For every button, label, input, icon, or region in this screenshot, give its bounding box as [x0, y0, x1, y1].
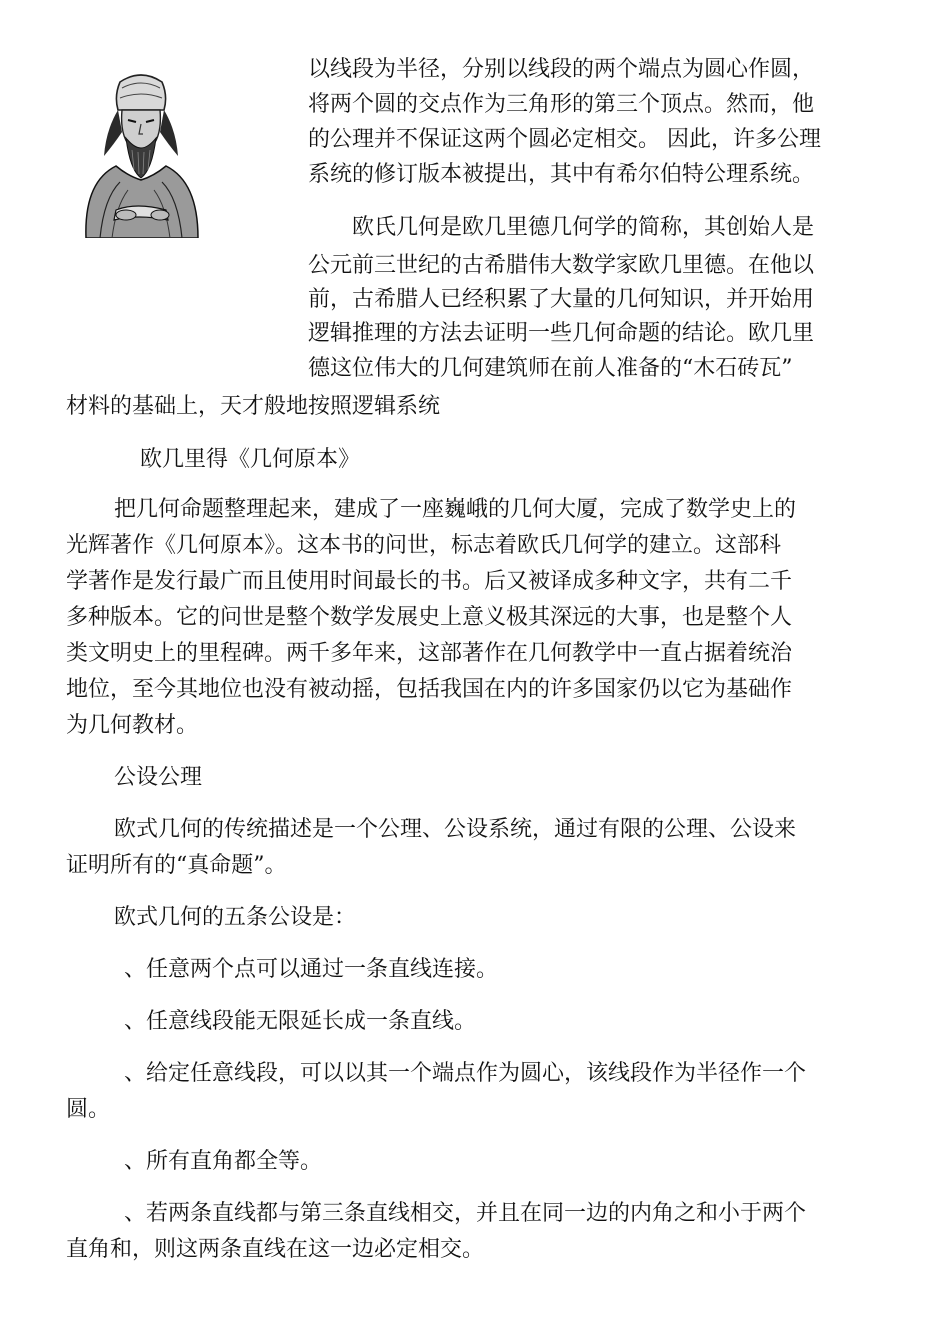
text-line: 光辉著作《几何原本》。这本书的问世，标志着欧氏几何学的建立。这部科: [66, 533, 782, 558]
image-caption: 欧几里得《几何原本》: [140, 447, 361, 472]
text-line: 为几何教材。: [66, 713, 199, 738]
text-line: 地位，至今其地位也没有被动摇，包括我国在内的许多国家仍以它为基础作: [66, 677, 793, 702]
text-line: 学著作是发行最广而且使用时间最长的书。后又被译成多种文字，共有二千: [66, 569, 793, 594]
postulate-item: 、所有直角都全等。: [124, 1149, 323, 1174]
text-line: 德这位伟大的几何建筑师在前人准备的“木石砖瓦”: [308, 356, 793, 381]
section-heading: 公设公理: [114, 765, 203, 790]
text-line: 系统的修订版本被提出，其中有希尔伯特公理系统。: [308, 162, 815, 187]
text-line: 公元前三世纪的古希腊伟大数学家欧几里德。在他以: [308, 253, 815, 278]
text-line: 证明所有的“真命题”。: [66, 853, 287, 878]
postulate-item: 、若两条直线都与第三条直线相交，并且在同一边的内角之和小于两个: [124, 1201, 807, 1226]
text-line: 以线段为半径，分别以线段的两个端点为圆心作圆，: [308, 57, 815, 82]
euclid-portrait-image: [76, 70, 206, 238]
text-line: 类文明史上的里程碑。两千多年来，这部著作在几何教学中一直占据着统治: [66, 641, 793, 666]
text-line: 将两个圆的交点作为三角形的第三个顶点。然而，他: [308, 92, 815, 117]
postulate-item: 、任意线段能无限延长成一条直线。: [124, 1009, 477, 1034]
postulate-item-continued: 直角和，则这两条直线在这一边必定相交。: [66, 1237, 485, 1262]
text-line: 把几何命题整理起来，建成了一座巍峨的几何大厦，完成了数学史上的: [114, 497, 797, 522]
postulate-item: 、任意两个点可以通过一条直线连接。: [124, 957, 499, 982]
text-line: 欧式几何的传统描述是一个公理、公设系统，通过有限的公理、公设来: [114, 817, 797, 842]
postulate-item: 、给定任意线段，可以以其一个端点作为圆心，该线段作为半径作一个: [124, 1061, 807, 1086]
postulate-item-continued: 圆。: [66, 1097, 111, 1122]
text-line: 逻辑推理的方法去证明一些几何命题的结论。欧几里: [308, 321, 815, 346]
text-line: 欧氏几何是欧几里德几何学的简称，其创始人是: [352, 215, 815, 240]
text-line: 多种版本。它的问世是整个数学发展史上意义极其深远的大事，也是整个人: [66, 605, 793, 630]
text-line: 的公理并不保证这两个圆必定相交。 因此，许多公理: [308, 127, 821, 152]
text-line: 材料的基础上，天才般地按照逻辑系统: [66, 394, 441, 419]
text-line: 前，古希腊人已经积累了大量的几何知识，并开始用: [308, 287, 815, 312]
text-line: 欧式几何的五条公设是：: [114, 905, 357, 930]
